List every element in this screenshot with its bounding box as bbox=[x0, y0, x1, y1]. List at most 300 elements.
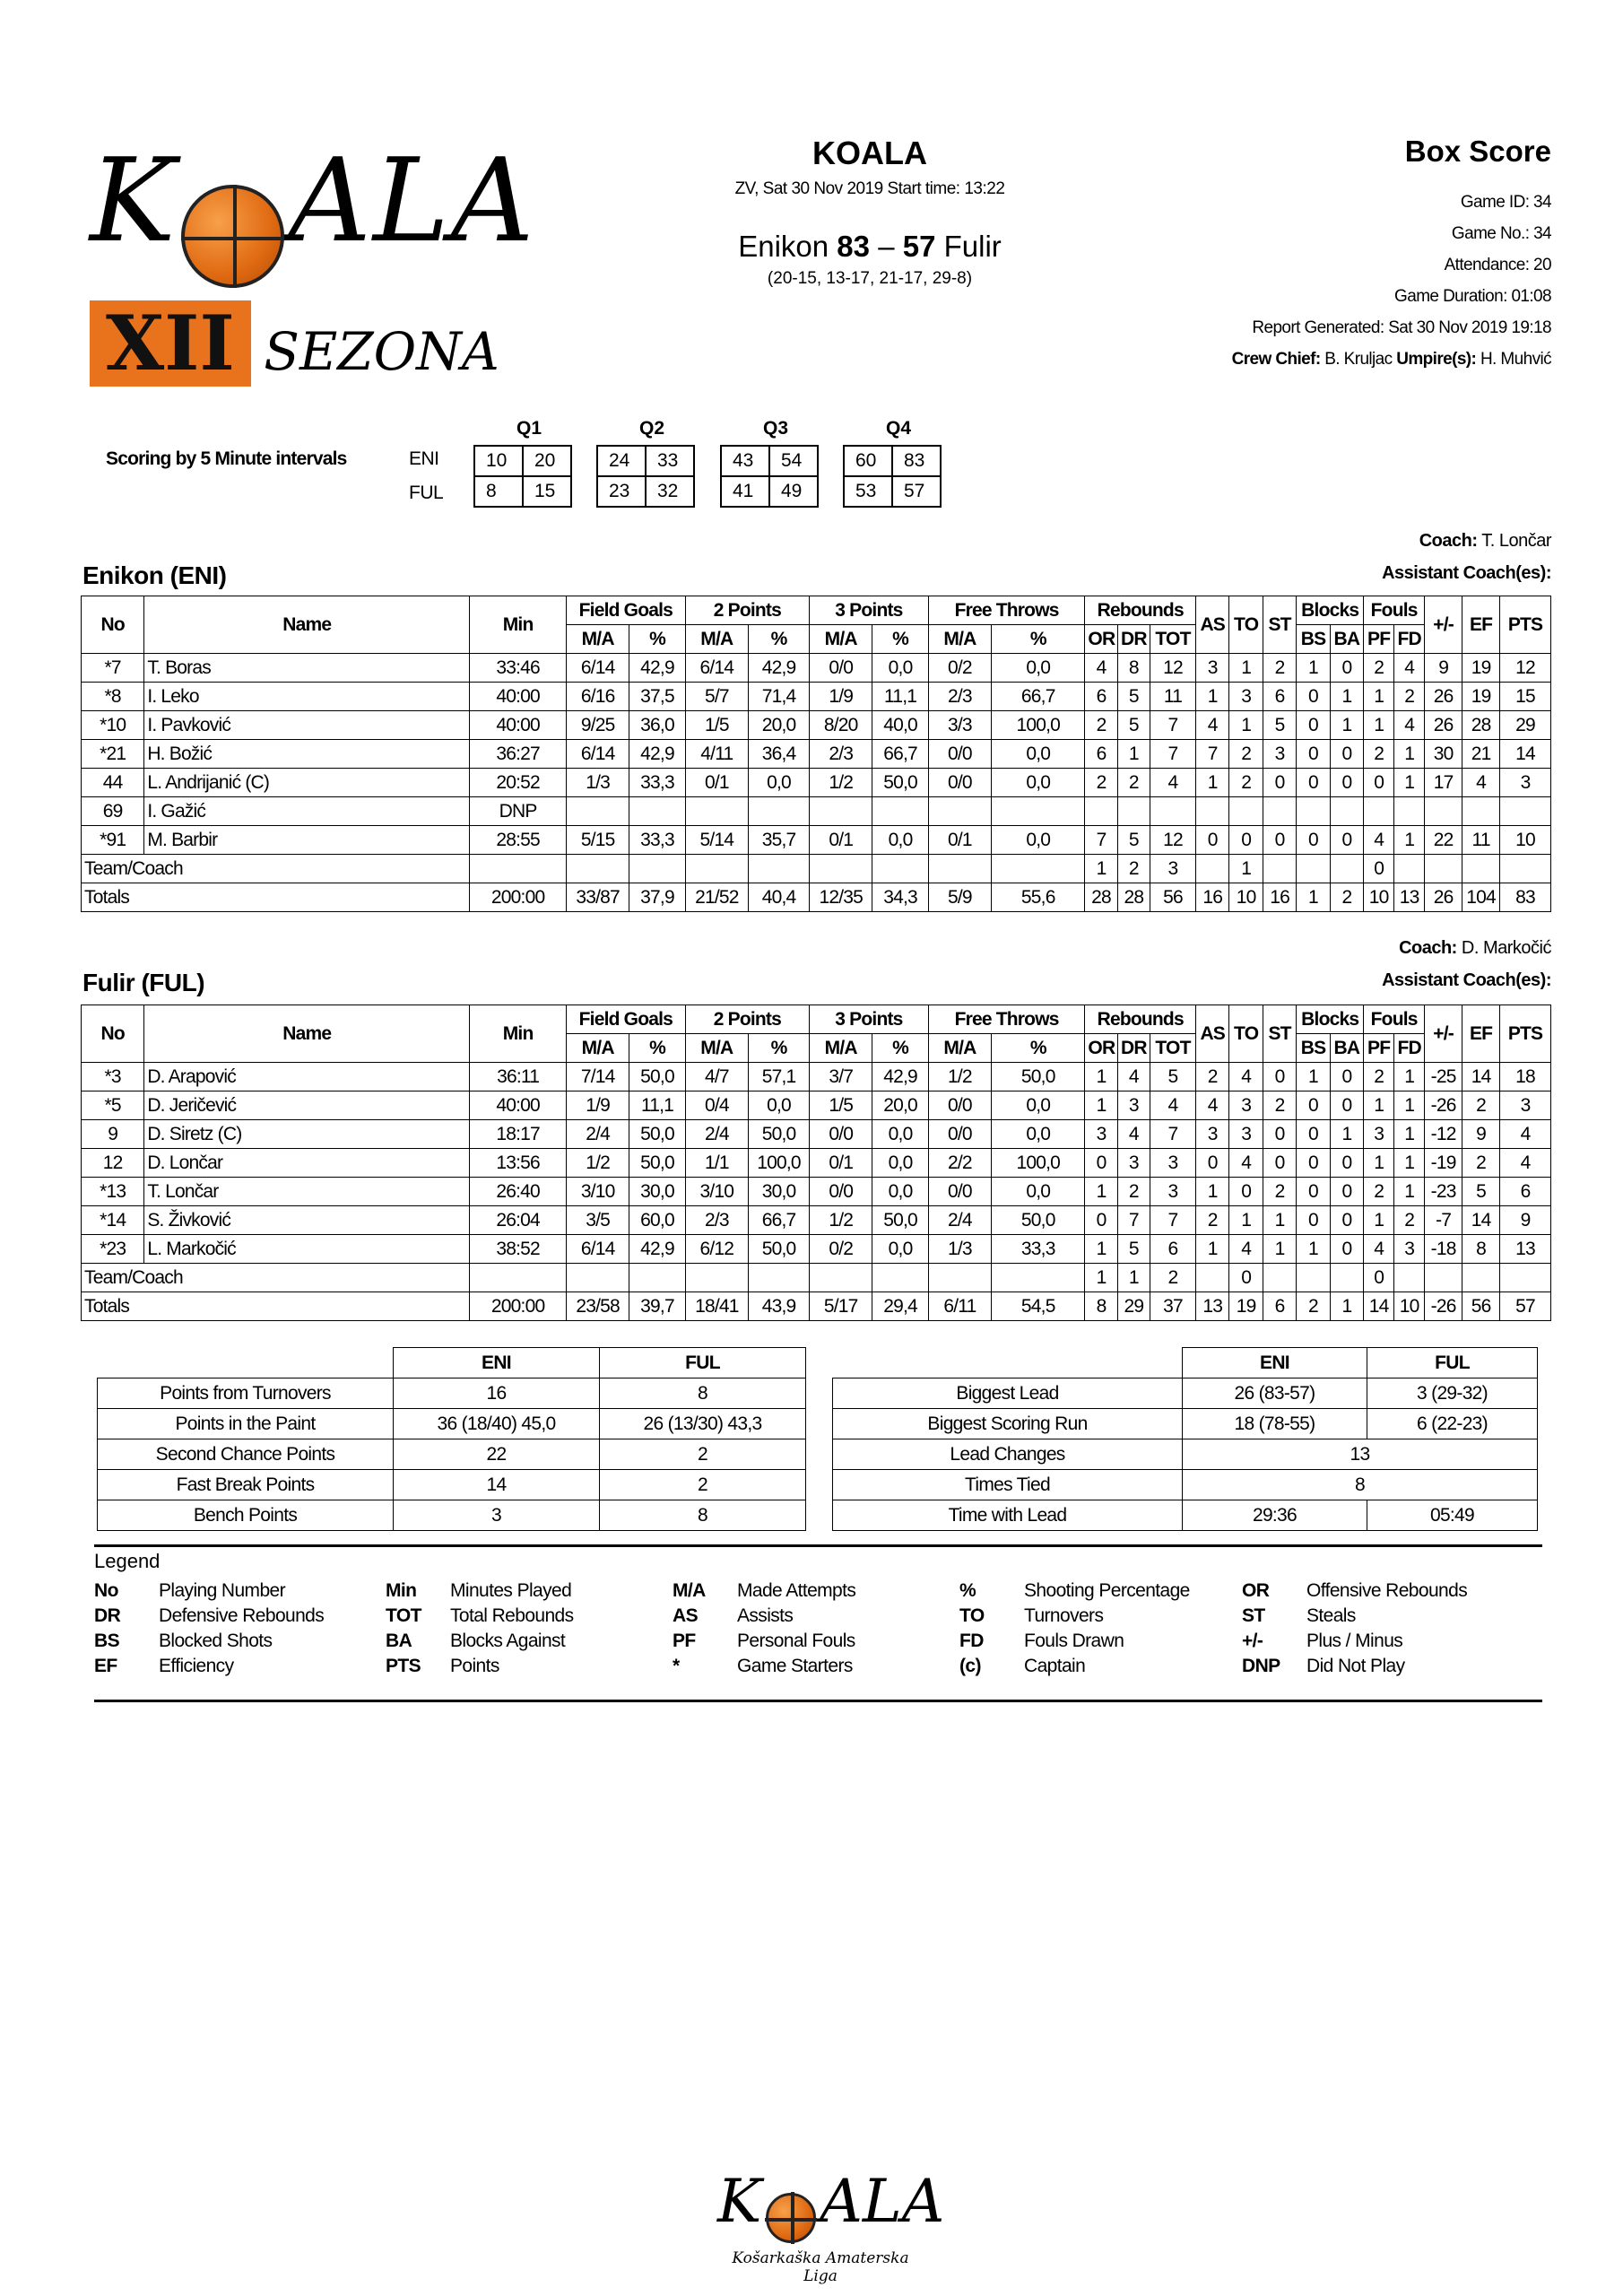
stat-cell: 0/0 bbox=[928, 1178, 991, 1206]
officials bbox=[1232, 344, 1551, 375]
stat-cell: 1 bbox=[1330, 711, 1363, 740]
stat-cell: 0 bbox=[1085, 1149, 1117, 1178]
stat-cell bbox=[1196, 797, 1229, 826]
legend-key: No bbox=[94, 1580, 118, 1601]
stat-cell: 1 bbox=[1196, 1235, 1229, 1264]
header-fouls: Fouls bbox=[1364, 1005, 1425, 1034]
eni-stats-table bbox=[81, 596, 1551, 912]
summary-left-header-blank bbox=[98, 1348, 394, 1378]
legend-desc: Total Rebounds bbox=[450, 1605, 574, 1626]
stat-cell: 36:27 bbox=[470, 740, 567, 769]
legend-key: AS bbox=[673, 1605, 698, 1626]
stat-cell: 3 bbox=[1196, 654, 1229, 683]
summary-right-ful: 05:49 bbox=[1367, 1500, 1538, 1531]
stat-cell: 11,1 bbox=[872, 683, 928, 711]
divider-top bbox=[94, 1544, 1542, 1547]
summary-left-label: Second Chance Points bbox=[98, 1439, 394, 1470]
player-name: D. Arapović bbox=[144, 1063, 470, 1091]
summary-left-ful: 8 bbox=[600, 1500, 806, 1531]
stat-cell: 36,4 bbox=[749, 740, 810, 769]
header-assists: AS bbox=[1196, 596, 1229, 654]
stat-cell: 50,0 bbox=[629, 1120, 685, 1149]
totals-cell: 37 bbox=[1150, 1292, 1195, 1321]
game-duration: Game Duration: 01:08 bbox=[1394, 287, 1551, 306]
report-generated: Report Generated: Sat 30 Nov 2019 19:18 bbox=[1252, 318, 1551, 337]
stat-cell: 1 bbox=[1394, 769, 1425, 797]
subheader-8: OR bbox=[1085, 625, 1117, 654]
header-blocks: Blocks bbox=[1297, 596, 1364, 625]
stat-cell: 26 bbox=[1425, 711, 1462, 740]
away-score: 57 bbox=[902, 230, 936, 263]
header-free-throws: Free Throws bbox=[928, 1005, 1085, 1034]
stat-cell: 5/14 bbox=[685, 826, 748, 855]
stat-cell: -23 bbox=[1425, 1178, 1462, 1206]
stat-cell bbox=[567, 855, 629, 883]
totals-cell: 5/9 bbox=[928, 883, 991, 912]
summary-left-header-eni: ENI bbox=[394, 1348, 600, 1378]
stat-cell: 0,0 bbox=[872, 826, 928, 855]
stat-cell: 2/4 bbox=[685, 1120, 748, 1149]
team-or: 1 bbox=[1085, 855, 1117, 883]
subheader-2: M/A bbox=[685, 625, 748, 654]
player-name: T. Boras bbox=[144, 654, 470, 683]
summary-left-row bbox=[98, 1439, 806, 1470]
stat-cell: 4 bbox=[1196, 711, 1229, 740]
subheader-5: % bbox=[872, 625, 928, 654]
footer-letters-ala: ALA bbox=[820, 2167, 945, 2236]
stat-cell: 7 bbox=[1150, 1206, 1195, 1235]
legend-desc: Points bbox=[450, 1656, 499, 1676]
summary-right-label: Biggest Lead bbox=[833, 1378, 1183, 1409]
stat-cell: 0 bbox=[1330, 826, 1363, 855]
ful-assistant-coaches: Assistant Coach(es): bbox=[1382, 970, 1551, 990]
totals-cell: 200:00 bbox=[470, 1292, 567, 1321]
stat-cell: 50,0 bbox=[992, 1063, 1085, 1091]
stat-cell bbox=[1330, 1264, 1363, 1292]
player-row bbox=[82, 1235, 1551, 1264]
summary-left-eni: 14 bbox=[394, 1470, 600, 1500]
player-row bbox=[82, 1178, 1551, 1206]
stat-cell: 38:52 bbox=[470, 1235, 567, 1264]
player-name: I. Leko bbox=[144, 683, 470, 711]
stat-cell: 0 bbox=[1263, 1063, 1296, 1091]
stat-cell: 1 bbox=[1263, 1235, 1296, 1264]
player-number: *21 bbox=[82, 740, 144, 769]
legend-item bbox=[1242, 1656, 1405, 1677]
totals-cell: 8 bbox=[1085, 1292, 1117, 1321]
stat-cell: 50,0 bbox=[749, 1120, 810, 1149]
interval-value: 43 bbox=[721, 446, 769, 476]
subheader-4: M/A bbox=[810, 1034, 872, 1063]
stat-cell: 11 bbox=[1462, 826, 1500, 855]
summary-left-header-ful: FUL bbox=[600, 1348, 806, 1378]
player-number: *23 bbox=[82, 1235, 144, 1264]
game-header bbox=[628, 135, 1112, 289]
stat-cell: 100,0 bbox=[749, 1149, 810, 1178]
stat-cell: 0/2 bbox=[810, 1235, 872, 1264]
stat-cell: 0/2 bbox=[928, 654, 991, 683]
stat-cell: 33,3 bbox=[629, 826, 685, 855]
stat-cell: 1 bbox=[1229, 654, 1263, 683]
stat-cell: 9/25 bbox=[567, 711, 629, 740]
player-name: D. Jeričević bbox=[144, 1091, 470, 1120]
legend-desc: Steals bbox=[1306, 1605, 1356, 1626]
header-fouls: Fouls bbox=[1364, 596, 1425, 625]
summary-left-eni: 16 bbox=[394, 1378, 600, 1409]
stat-cell bbox=[567, 1264, 629, 1292]
stat-cell bbox=[470, 855, 567, 883]
stat-cell: 7 bbox=[1150, 711, 1195, 740]
stat-cell: 1 bbox=[1085, 1063, 1117, 1091]
legend-title: Legend bbox=[94, 1550, 161, 1572]
totals-cell: 14 bbox=[1364, 1292, 1394, 1321]
stat-cell: 2/2 bbox=[928, 1149, 991, 1178]
legend-desc: Personal Fouls bbox=[737, 1631, 855, 1651]
totals-label: Totals bbox=[82, 883, 470, 912]
summary-left-ful: 2 bbox=[600, 1470, 806, 1500]
interval-team-eni: ENI bbox=[409, 448, 439, 469]
stat-cell: 42,9 bbox=[629, 654, 685, 683]
quarter-box-q3 bbox=[720, 445, 819, 508]
header-efficiency: EF bbox=[1462, 1005, 1500, 1063]
team-tot: 2 bbox=[1150, 1264, 1195, 1292]
player-row bbox=[82, 1120, 1551, 1149]
stat-cell: 1 bbox=[1364, 1149, 1394, 1178]
stat-cell: 0/0 bbox=[810, 654, 872, 683]
stat-cell: 50,0 bbox=[872, 1206, 928, 1235]
stat-cell: 5 bbox=[1117, 711, 1150, 740]
subheader-5: % bbox=[872, 1034, 928, 1063]
legend-desc: Assists bbox=[737, 1605, 794, 1626]
header-points: PTS bbox=[1500, 596, 1551, 654]
stat-cell: 3 bbox=[1117, 1149, 1150, 1178]
interval-value: 60 bbox=[844, 446, 892, 476]
stat-cell bbox=[1425, 1264, 1462, 1292]
stat-cell: 19 bbox=[1462, 683, 1500, 711]
stat-cell bbox=[1263, 855, 1296, 883]
legend-item bbox=[386, 1631, 565, 1652]
stat-cell: 0 bbox=[1330, 1149, 1363, 1178]
stat-cell: 4 bbox=[1085, 654, 1117, 683]
legend-desc: Blocks Against bbox=[450, 1631, 566, 1651]
stat-cell: 4 bbox=[1229, 1235, 1263, 1264]
legend-key: % bbox=[959, 1580, 976, 1601]
stat-cell bbox=[1500, 1264, 1551, 1292]
header-steals: ST bbox=[1263, 1005, 1296, 1063]
stat-cell: 7 bbox=[1085, 826, 1117, 855]
summary-right-value: 8 bbox=[1183, 1470, 1538, 1500]
stat-cell: -25 bbox=[1425, 1063, 1462, 1091]
stat-cell: 3/10 bbox=[685, 1178, 748, 1206]
stat-cell: 1 bbox=[1196, 683, 1229, 711]
stat-cell: 1 bbox=[1229, 1206, 1263, 1235]
header-rebounds: Rebounds bbox=[1085, 1005, 1196, 1034]
footer-basketball-icon bbox=[766, 2193, 816, 2243]
stat-cell: 1 bbox=[1394, 826, 1425, 855]
stat-cell: 1/2 bbox=[810, 1206, 872, 1235]
quarter-box-q4 bbox=[843, 445, 942, 508]
totals-cell: 2 bbox=[1330, 883, 1363, 912]
stat-cell bbox=[1364, 797, 1394, 826]
summary-left-label: Fast Break Points bbox=[98, 1470, 394, 1500]
totals-cell: 55,6 bbox=[992, 883, 1085, 912]
stat-cell: 13:56 bbox=[470, 1149, 567, 1178]
totals-cell: 1 bbox=[1297, 883, 1330, 912]
stat-cell: 12 bbox=[1150, 654, 1195, 683]
header-turnovers: TO bbox=[1229, 1005, 1263, 1063]
stat-cell: 0/1 bbox=[928, 826, 991, 855]
stat-cell: 4 bbox=[1150, 1091, 1195, 1120]
stat-cell: 0/1 bbox=[685, 769, 748, 797]
stat-cell: 3 bbox=[1229, 683, 1263, 711]
venue-time: ZV, Sat 30 Nov 2019 Start time: 13:22 bbox=[734, 179, 1005, 198]
stat-cell: 1 bbox=[1085, 1178, 1117, 1206]
header-min: Min bbox=[470, 1005, 567, 1063]
player-row bbox=[82, 826, 1551, 855]
subheader-9: DR bbox=[1117, 625, 1150, 654]
stat-cell: 4/11 bbox=[685, 740, 748, 769]
player-name: I. Pavković bbox=[144, 711, 470, 740]
legend-desc: Did Not Play bbox=[1306, 1656, 1405, 1676]
stat-cell: 0/0 bbox=[928, 769, 991, 797]
player-number: *3 bbox=[82, 1063, 144, 1091]
header-no: No bbox=[82, 1005, 144, 1063]
stat-cell bbox=[872, 1264, 928, 1292]
stat-cell bbox=[810, 1264, 872, 1292]
summary-right-eni: 18 (78-55) bbox=[1183, 1409, 1367, 1439]
legend-item bbox=[673, 1656, 853, 1677]
stat-cell: 1/9 bbox=[567, 1091, 629, 1120]
stat-cell: 0,0 bbox=[992, 740, 1085, 769]
legend-desc: Plus / Minus bbox=[1306, 1631, 1403, 1651]
team-pf: 0 bbox=[1364, 855, 1394, 883]
summary-right-row bbox=[833, 1409, 1538, 1439]
stat-cell: 71,4 bbox=[749, 683, 810, 711]
player-row bbox=[82, 1206, 1551, 1235]
stat-cell: 100,0 bbox=[992, 1149, 1085, 1178]
interval-value: 20 bbox=[523, 446, 571, 476]
subheader-7: % bbox=[992, 625, 1085, 654]
summary-left-row bbox=[98, 1409, 806, 1439]
stat-cell: 2 bbox=[1364, 654, 1394, 683]
stat-cell: 3 bbox=[1229, 1120, 1263, 1149]
legend-key: BS bbox=[94, 1631, 119, 1651]
stat-cell bbox=[1117, 797, 1150, 826]
player-row bbox=[82, 740, 1551, 769]
stat-cell bbox=[1330, 797, 1363, 826]
stat-cell: 6 bbox=[1150, 1235, 1195, 1264]
legend-item bbox=[386, 1605, 574, 1627]
subheader-3: % bbox=[749, 625, 810, 654]
stat-cell bbox=[1425, 855, 1462, 883]
stat-cell: 0 bbox=[1263, 1120, 1296, 1149]
stat-cell bbox=[629, 855, 685, 883]
stat-cell: 2 bbox=[1085, 769, 1117, 797]
header-field-goals: Field Goals bbox=[567, 596, 686, 625]
stat-cell: 5/15 bbox=[567, 826, 629, 855]
stat-cell: 0 bbox=[1330, 1235, 1363, 1264]
player-number: *14 bbox=[82, 1206, 144, 1235]
subheader-13: PF bbox=[1364, 625, 1394, 654]
legend-key: DNP bbox=[1242, 1656, 1280, 1676]
stat-cell: 0 bbox=[1263, 826, 1296, 855]
interval-value: 8 bbox=[474, 476, 523, 507]
stat-cell: 18:17 bbox=[470, 1120, 567, 1149]
summary-right-header-eni: ENI bbox=[1183, 1348, 1367, 1378]
legend-key: DR bbox=[94, 1605, 121, 1626]
stat-cell bbox=[810, 855, 872, 883]
totals-row bbox=[82, 1292, 1551, 1321]
stat-cell: 0 bbox=[1297, 769, 1330, 797]
summary-left-ful: 8 bbox=[600, 1378, 806, 1409]
stat-cell: 20,0 bbox=[872, 1091, 928, 1120]
stat-cell bbox=[567, 797, 629, 826]
stat-cell: 0/0 bbox=[928, 1091, 991, 1120]
totals-cell: 40,4 bbox=[749, 883, 810, 912]
stat-cell: 7 bbox=[1196, 740, 1229, 769]
player-name: D. Lončar bbox=[144, 1149, 470, 1178]
stat-cell: 0 bbox=[1196, 1149, 1229, 1178]
stat-cell: 1 bbox=[1330, 1120, 1363, 1149]
totals-cell: 13 bbox=[1196, 1292, 1229, 1321]
stat-cell: DNP bbox=[470, 797, 567, 826]
stat-cell: 50,0 bbox=[749, 1235, 810, 1264]
interval-value: 15 bbox=[523, 476, 571, 507]
team-or: 1 bbox=[1085, 1264, 1117, 1292]
stat-cell: 5 bbox=[1150, 1063, 1195, 1091]
stat-cell: 0 bbox=[1297, 683, 1330, 711]
stat-cell: 1 bbox=[1297, 654, 1330, 683]
summary-right-value: 13 bbox=[1183, 1439, 1538, 1470]
stat-cell: 19 bbox=[1462, 654, 1500, 683]
stat-cell: -18 bbox=[1425, 1235, 1462, 1264]
stat-cell: 0,0 bbox=[749, 769, 810, 797]
legend-key: EF bbox=[94, 1656, 117, 1676]
summary-left-ful: 26 (13/30) 43,3 bbox=[600, 1409, 806, 1439]
header-efficiency: EF bbox=[1462, 596, 1500, 654]
stat-cell: 8/20 bbox=[810, 711, 872, 740]
stat-cell: 3 bbox=[1263, 740, 1296, 769]
stat-cell: 3 bbox=[1500, 1091, 1551, 1120]
quarter-scores: (20-15, 13-17, 21-17, 29-8) bbox=[767, 269, 973, 288]
summary-left-eni: 36 (18/40) 45,0 bbox=[394, 1409, 600, 1439]
summary-right-row bbox=[833, 1500, 1538, 1531]
stat-cell: -12 bbox=[1425, 1120, 1462, 1149]
legend-desc: Game Starters bbox=[737, 1656, 853, 1676]
stat-cell: 0 bbox=[1330, 1206, 1363, 1235]
totals-cell: 2 bbox=[1297, 1292, 1330, 1321]
header-blocks: Blocks bbox=[1297, 1005, 1364, 1034]
stat-cell bbox=[1425, 797, 1462, 826]
header-turnovers: TO bbox=[1229, 596, 1263, 654]
totals-cell: 200:00 bbox=[470, 883, 567, 912]
header-free-throws: Free Throws bbox=[928, 596, 1085, 625]
subheader-1: % bbox=[629, 625, 685, 654]
interval-value: 23 bbox=[597, 476, 646, 507]
header-3-points: 3 Points bbox=[810, 1005, 929, 1034]
stat-cell: 5/7 bbox=[685, 683, 748, 711]
score-dash: – bbox=[878, 230, 895, 263]
stat-cell: 0 bbox=[1229, 826, 1263, 855]
stat-cell: 0 bbox=[1263, 1149, 1296, 1178]
totals-cell: 26 bbox=[1425, 883, 1462, 912]
stat-cell bbox=[1394, 855, 1425, 883]
subheader-12: BA bbox=[1330, 625, 1363, 654]
player-row bbox=[82, 1091, 1551, 1120]
player-number: *13 bbox=[82, 1178, 144, 1206]
header-min: Min bbox=[470, 596, 567, 654]
interval-value: 41 bbox=[721, 476, 769, 507]
totals-cell: 10 bbox=[1394, 1292, 1425, 1321]
team-dr: 1 bbox=[1117, 1264, 1150, 1292]
team-coach-row bbox=[82, 855, 1551, 883]
stat-cell bbox=[1297, 1264, 1330, 1292]
stat-cell bbox=[928, 797, 991, 826]
stat-cell: 26:04 bbox=[470, 1206, 567, 1235]
stat-cell: 0,0 bbox=[749, 1091, 810, 1120]
stat-cell: 30,0 bbox=[749, 1178, 810, 1206]
stat-cell: 33,3 bbox=[629, 769, 685, 797]
stat-cell: 4 bbox=[1364, 826, 1394, 855]
coach-name: D. Markočić bbox=[1461, 938, 1551, 958]
totals-cell: 57 bbox=[1500, 1292, 1551, 1321]
legend-key: Min bbox=[386, 1580, 417, 1601]
stat-cell bbox=[749, 855, 810, 883]
summary-right-eni: 29:36 bbox=[1183, 1500, 1367, 1531]
interval-value: 24 bbox=[597, 446, 646, 476]
stat-cell: 3 bbox=[1150, 1149, 1195, 1178]
stat-cell: 2/3 bbox=[810, 740, 872, 769]
team-to: 1 bbox=[1229, 855, 1263, 883]
player-number: 9 bbox=[82, 1120, 144, 1149]
stat-cell: 50,0 bbox=[872, 769, 928, 797]
umpires: H. Muhvić bbox=[1480, 350, 1551, 369]
stat-cell: 66,7 bbox=[872, 740, 928, 769]
stat-cell bbox=[1297, 797, 1330, 826]
stat-cell: 4 bbox=[1117, 1120, 1150, 1149]
stat-cell: 1 bbox=[1297, 1063, 1330, 1091]
stat-cell: 4 bbox=[1117, 1063, 1150, 1091]
header-field-goals: Field Goals bbox=[567, 1005, 686, 1034]
stat-cell: 1 bbox=[1196, 1178, 1229, 1206]
footer-tagline: Košarkaška Amaterska Liga bbox=[732, 2249, 909, 2285]
stat-cell: 1 bbox=[1085, 1235, 1117, 1264]
stat-cell: 40,0 bbox=[872, 711, 928, 740]
legend-item bbox=[94, 1605, 324, 1627]
interval-value: 10 bbox=[474, 446, 523, 476]
stat-cell bbox=[1462, 1264, 1500, 1292]
stat-cell: 3 bbox=[1500, 769, 1551, 797]
totals-cell: 37,9 bbox=[629, 883, 685, 912]
stat-cell bbox=[992, 797, 1085, 826]
stat-cell: 3 bbox=[1196, 1120, 1229, 1149]
stat-cell: 3 bbox=[1117, 1091, 1150, 1120]
summary-left-label: Points in the Paint bbox=[98, 1409, 394, 1439]
stat-cell: 0 bbox=[1297, 826, 1330, 855]
interval-value: 53 bbox=[844, 476, 892, 507]
quarter-label-q1: Q1 bbox=[516, 418, 542, 439]
stat-cell: 42,9 bbox=[749, 654, 810, 683]
header-no: No bbox=[82, 596, 144, 654]
koala-logo bbox=[90, 135, 536, 387]
stat-cell: 13 bbox=[1500, 1235, 1551, 1264]
stat-cell: 40:00 bbox=[470, 711, 567, 740]
totals-cell: 29,4 bbox=[872, 1292, 928, 1321]
stat-cell: 28:55 bbox=[470, 826, 567, 855]
totals-cell: 19 bbox=[1229, 1292, 1263, 1321]
stat-cell bbox=[685, 797, 748, 826]
coach-label: Coach: bbox=[1399, 938, 1457, 958]
